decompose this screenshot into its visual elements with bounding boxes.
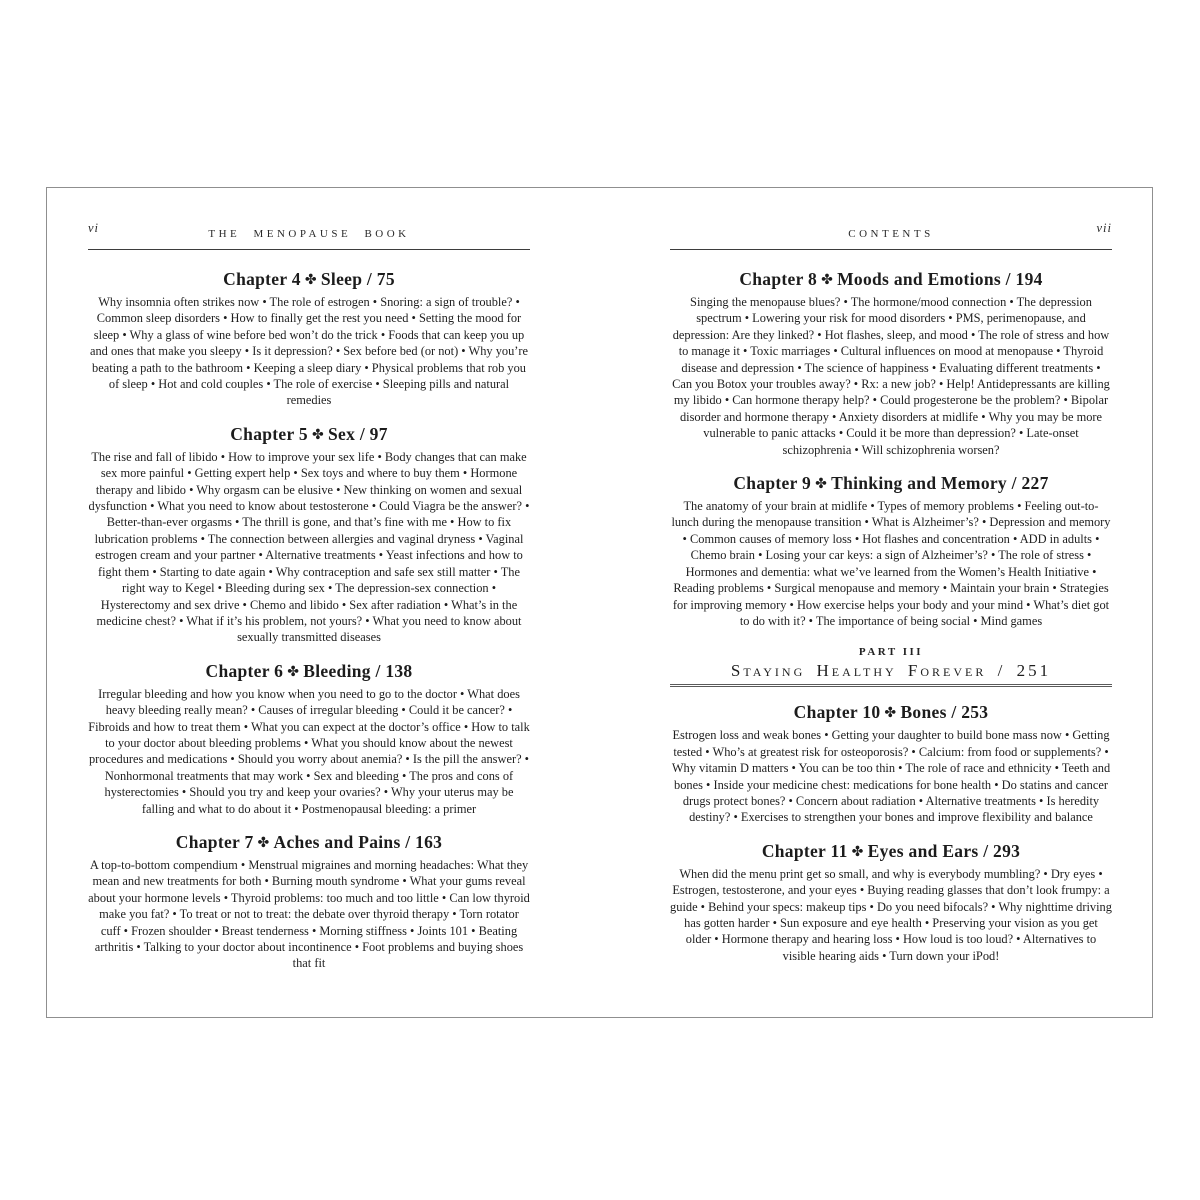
chapter-title-page: Moods and Emotions / 194 — [837, 269, 1043, 289]
fleuron-icon: ✤ — [815, 476, 828, 493]
chapter-summary: The anatomy of your brain at midlife • Types of memory problems • Feeling out-to-lunch during the menopause transition • What is Alzheimer’s? • Depression and memory • Common causes of memory loss • Hot flashes and concentration • ADD in adults • Chemo brain • Losing your car keys: a sign of Alzheimer’s? • The role of stress • Hormones and dementia: what we’ve learned from the Women’s Health Initiative • Reading problems • Surgical menopause and memory • Maintain your brain • Strategies for improving memory • How exercise helps your body and your mind • What’s diet got to do with it? • The importance of being social • Mind games — [671, 499, 1111, 628]
chapter-summary: The rise and fall of libido • How to improve your sex life • Body changes that can make sex more painful • Getting expert help • Sex toys and where to buy them • Hormone therapy and libido • Why orgasm can be elusive • New thinking on women and sexual dysfunction • What you need to know about testosterone • Could Viagra be the answer? • Better-than-ever orgasms • The thrill is gone, and that’s fine with me • How to fix lubrication problems • The connection between allergies and vaginal dryness • Vaginal estrogen cream and your partner • Alternative treatments • Yeast infections and how to fight them • Starting to date again • Why contraception and safe sex still matter • The right way to Kegel • Bleeding during sex • The depression-sex connection • Hysterectomy and sex drive • Chemo and libido • Sex after radiation • What’s in the medicine chest? • What if it’s his problem, not yours? • What you need to know about sexually transmitted diseases — [88, 449, 530, 645]
chapter-section-9 — [670, 473, 1112, 629]
part-label: PART III — [858, 646, 924, 659]
left-running-head: THE MENOPAUSE BOOK — [208, 228, 410, 240]
chapter-number: Chapter 5 — [230, 423, 308, 444]
chapter-title-page: Sleep / 75 — [320, 269, 395, 289]
chapter-number: Chapter 7 — [175, 831, 254, 852]
chapter-summary: Irregular bleeding and how you know when you need to go to the doctor • What does heavy bleeding really mean? • Causes of irregular bleeding • Could it be cancer? • Fibroids and how to treat them • What you can expect at the doctor’s office • How to talk to your doctor about bleeding problems • What you should know about the newest procedures and medications • Should you worry about anemia? • Is the pill the answer? • Nonhormonal treatments that may work • Sex and bleeding • The pros and cons of hysterectomies • Should you try and keep your ovaries? • Why your uterus may be falling and what to do about it • Postmenopausal bleeding: a primer — [88, 686, 530, 816]
chapter-title-page: Thinking and Memory / 227 — [831, 473, 1049, 494]
chapter-section-5 — [88, 424, 530, 646]
fleuron-icon: ✤ — [311, 426, 324, 443]
chapter-summary: Estrogen loss and weak bones • Getting your daughter to build bone mass now • Getting tested • Who’s at greatest risk for osteoporosis? • Calcium: from food or supplements? • Why vitamin D matters • You can be too thin • The role of race and ethnicity • Teeth and bones • Inside your medicine chest: medications for bone health • Do statins and cancer drugs protect bones? • Concern about radiation • Alternative treatments • Is heredity destiny? • Exercises to strengthen your bones and improve flexibility and balance — [671, 728, 1111, 825]
right-column — [670, 221, 1112, 964]
part-divider — [670, 646, 1112, 687]
chapter-number: Chapter 8 — [739, 269, 818, 289]
left-page — [47, 188, 530, 1017]
left-column — [88, 221, 530, 972]
left-folio: vi — [88, 221, 100, 235]
fleuron-icon: ✤ — [287, 663, 300, 680]
chapter-heading — [88, 661, 530, 682]
chapter-heading — [670, 702, 1112, 723]
chapter-heading — [88, 424, 530, 445]
chapter-title-page: Bleeding / 138 — [303, 660, 413, 681]
chapter-summary: Singing the menopause blues? • The hormone/mood connection • The depression spectrum • Lowering your risk for mood disorders • PMS, perimenopause, and depression: Are they linked? • Hot flashes, sleep, and mood • The role of stress and how to manage it • Toxic marriages • Cultural influences on mood at menopause • Thyroid disease and depression • The science of happiness • Evaluating different treatments • Can you Botox your troubles away? • Rx: a new job? • Help! Antidepressants are killing my libido • Can hormone therapy help? • Could progesterone be the problem? • Bipolar disorder and hormone therapy • Anxiety disorders at midlife • Why you may be more vulnerable to panic attacks • Could it be more than depression? • Late-onset schizophrenia • Will schizophrenia worsen? — [672, 295, 1110, 457]
book-spread — [46, 187, 1153, 1018]
chapter-section-6 — [88, 661, 530, 817]
chapter-summary: When did the menu print get so small, and why is everybody mumbling? • Dry eyes • Estrogen, testosterone, and your eyes • Buying reading glasses that don’t look frumpy: a guide • Behind your specs: makeup tips • Do you need bifocals? • Why nighttime driving has gotten harder • Sun exposure and eye health • Preserving your vision as you get older • Hormone therapy and hearing loss • How loud is too loud? • Alternatives to visible hearing aids • Turn down your iPod! — [670, 866, 1112, 963]
right-page — [530, 188, 1153, 1017]
chapter-title-page: Sex / 97 — [328, 423, 388, 444]
chapter-number: Chapter 11 — [761, 840, 848, 861]
chapter-section-10 — [670, 702, 1112, 825]
chapter-section-7 — [88, 832, 530, 972]
chapter-title-page: Eyes and Ears / 293 — [867, 840, 1021, 861]
chapter-number: Chapter 6 — [205, 660, 284, 681]
chapter-section-8 — [670, 269, 1112, 458]
chapter-summary: Why insomnia often strikes now • The role of estrogen • Snoring: a sign of trouble? • Common sleep disorders • How to finally get the rest you need • Setting the mood for sleep • Why a glass of wine before bed won’t do the trick • Foods that can keep you up and ones that make you sleepy • Is it depression? • Sex before bed (or not) • Why you’re beating a path to the bathroom • Keeping a sleep diary • Physical problems that rob you of sleep • Hot and cold couples • The role of exercise • Sleeping pills and natural remedies — [89, 295, 529, 408]
chapter-heading — [670, 841, 1112, 862]
fleuron-icon: ✤ — [821, 272, 834, 288]
chapter-number: Chapter 9 — [733, 473, 812, 494]
chapter-section-4 — [88, 269, 530, 409]
chapter-summary: A top-to-bottom compendium • Menstrual migraines and morning headaches: What they mean and new treatments for both • Burning mouth syndrome • What your gums reveal about your hormone levels • Thyroid problems: too much and too little • Can low thyroid make you fat? • To treat or not to treat: the debate over thyroid therapy • Torn rotator cuff • Frozen shoulder • Breast tenderness • Morning stiffness • Joints 101 • Beating arthritis • Talking to your doctor about incontinence • Foot problems and buying shoes that fit — [88, 857, 530, 971]
fleuron-icon: ✤ — [304, 272, 317, 288]
part-title: Staying Healthy Forever / 251 — [670, 661, 1112, 687]
chapter-number: Chapter 4 — [223, 269, 301, 289]
chapter-title-page: Bones / 253 — [900, 702, 989, 723]
chapter-heading — [670, 473, 1112, 494]
fleuron-icon: ✤ — [884, 705, 897, 722]
chapter-number: Chapter 10 — [793, 702, 881, 723]
chapter-heading — [88, 832, 530, 853]
right-running-head-row — [670, 221, 1112, 250]
fleuron-icon: ✤ — [257, 834, 270, 851]
chapter-heading — [670, 269, 1112, 290]
left-running-head-row — [88, 221, 530, 250]
fleuron-icon: ✤ — [851, 843, 864, 860]
right-running-head: CONTENTS — [848, 228, 934, 240]
chapter-heading — [88, 269, 530, 290]
right-folio: vii — [1096, 221, 1112, 235]
chapter-section-11 — [670, 841, 1112, 964]
chapter-title-page: Aches and Pains / 163 — [273, 831, 443, 852]
